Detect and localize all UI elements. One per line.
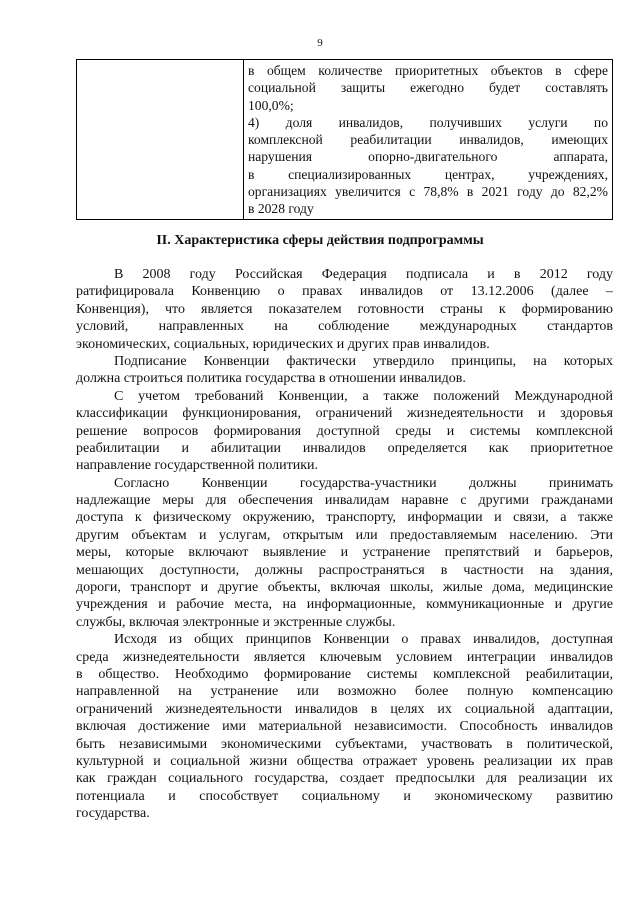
- paragraph-line: службы, включая электронные и экстренные службы.: [76, 614, 396, 630]
- table-text-line: 100,0%;: [248, 97, 294, 113]
- paragraph-line: Конвенция), что является показателем готовности страны к формированию: [76, 301, 613, 317]
- paragraph-line: С учетом требований Конвенции, а также положений Международной: [114, 388, 613, 404]
- paragraph-line: учреждения и рабочие места, на информационные, коммуникационные и другие: [76, 597, 613, 613]
- paragraph-line: классификации функционирования, ограничений жизнедеятельности и здоровья: [76, 406, 613, 422]
- paragraph-line: включая достижение ими материальной независимости. Способность инвалидов: [76, 719, 613, 735]
- paragraph-line: Согласно Конвенции государства-участники должны принимать: [114, 475, 613, 491]
- table-text-line: нарушения опорно-двигательного аппарата,: [248, 149, 608, 165]
- paragraph: [76, 631, 613, 822]
- paragraph-line: дороги, транспорт и другие объекты, включая школы, жилые дома, медицинские: [76, 580, 613, 596]
- table-text-line: в специализированных центрах, учреждениях,: [248, 166, 608, 182]
- section-title: II. Характеристика сферы действия подпрограммы: [156, 233, 484, 248]
- paragraph-line: Подписание Конвенции фактически утвердило принципы, на которых: [114, 353, 613, 369]
- paragraph-line: реабилитации и абилитации инвалидов определяется как приоритетное: [76, 440, 613, 456]
- table-text-line: организациях увеличится с 78,8% в 2021 году до 82,2%: [248, 184, 608, 200]
- paragraph-line: направленной на устранение или возможно более полную компенсацию: [76, 684, 613, 700]
- table-row: [77, 60, 613, 220]
- table-text-line: в 2028 году: [248, 201, 314, 217]
- table-text-line: в общем количестве приоритетных объектов в сфере: [248, 63, 608, 78]
- paragraph-line: решение вопросов формирования доступной среды и системы комплексной: [76, 423, 613, 439]
- paragraph-line: Исходя из общих принципов Конвенции о правах инвалидов, доступная: [114, 632, 613, 648]
- paragraph-line: как граждан социального государства, создает предпосылки для реализации их: [76, 771, 613, 787]
- body-text: [76, 266, 613, 823]
- paragraph-line: должна строиться политика государства в отношении инвалидов.: [76, 371, 466, 387]
- paragraph-line: меры, которые включают выявление и устранение препятствий и барьеров,: [76, 545, 613, 561]
- paragraph-line: ограничений жизнедеятельности инвалидов в целях их социальной адаптации,: [76, 701, 613, 717]
- paragraph-line: быть независимыми экономическими субъектами, участвовать в политической,: [76, 736, 613, 752]
- page-number: 9: [317, 37, 323, 49]
- paragraph-line: потенциала и способствует социальному и экономическому развитию: [76, 788, 613, 804]
- paragraph-line: культурной и социальной жизни общества отражает уровень реализации их прав: [76, 753, 613, 769]
- paragraph: [76, 388, 613, 475]
- paragraph-line: надлежащие меры для обеспечения инвалидам наравне с другими гражданами: [76, 493, 613, 509]
- paragraph-line: мешающих доступности, должны распространяться в частности на здания,: [76, 562, 613, 578]
- paragraph-line: доступа к физическому окружению, транспорту, информации и связи, а также: [76, 510, 613, 526]
- paragraph: [76, 353, 613, 388]
- continued-table: [76, 59, 613, 220]
- paragraph-line: другим объектам и услугам, открытым или предоставляемым населению. Эти: [76, 527, 613, 543]
- paragraph-line: в общество. Необходимо формирование системы комплексной реабилитации,: [76, 666, 613, 682]
- paragraph-line: ратифицировала Конвенцию о правах инвалидов от 13.12.2006 (далее –: [76, 284, 613, 300]
- paragraph: [76, 475, 613, 632]
- paragraph-line: среда жизнедеятельности является ключевым условием интеграции инвалидов: [76, 649, 613, 665]
- paragraph-line: экономических, социальных, юридических и других прав инвалидов.: [76, 336, 490, 352]
- table-text-line: 4) доля инвалидов, получивших услуги по: [248, 114, 608, 130]
- paragraph-line: направление государственной политики.: [76, 458, 319, 474]
- paragraph-line: условий, направленных на соблюдение международных стандартов: [76, 319, 613, 335]
- paragraph: [76, 266, 613, 353]
- paragraph-line: государства.: [76, 806, 150, 822]
- table-text-line: социальной защиты ежегодно будет составлять: [248, 80, 608, 96]
- table-cell-text: [244, 60, 613, 220]
- table-text-line: комплексной реабилитации инвалидов, имеющих: [248, 132, 608, 148]
- paragraph-line: В 2008 году Российская Федерация подписала и в 2012 году: [114, 267, 613, 282]
- table-cell-empty: [77, 60, 244, 220]
